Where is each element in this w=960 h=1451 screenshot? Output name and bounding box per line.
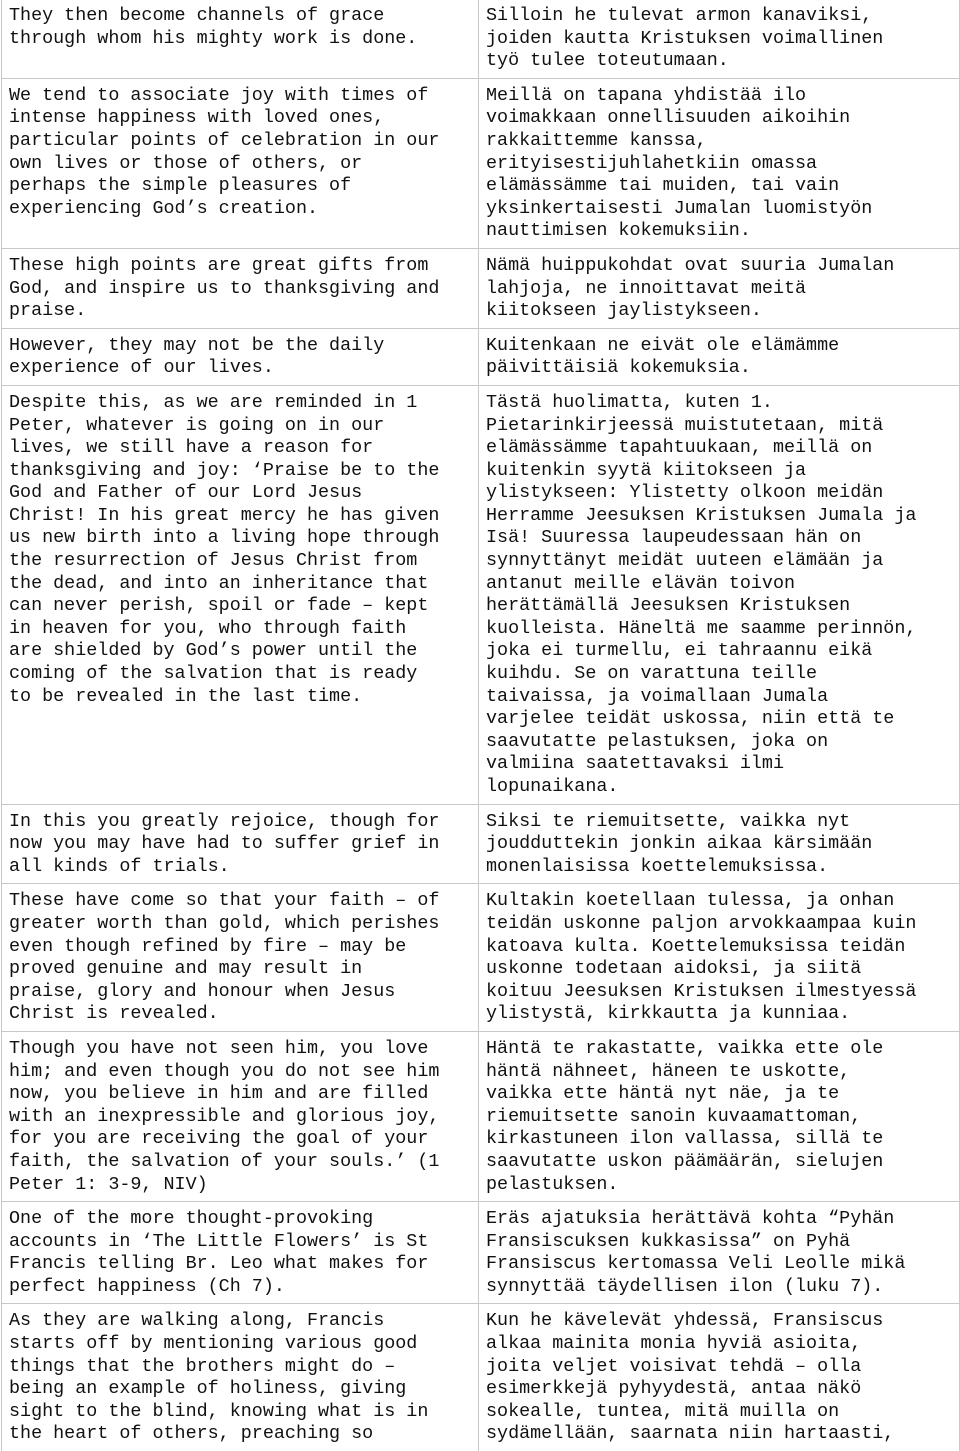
finnish-paragraph: Kuitenkaan ne eivät ole elämämme päivittäisiä kokemuksia. <box>479 328 960 385</box>
finnish-paragraph: Häntä te rakastatte, vaikka ette ole häntä nähneet, häneen te uskotte, vaikka ette häntä nyt näe, ja te riemuitsette sanoin kuvaamattoman, kirkastuneen ilon vallassa, sillä te saavutatte uskon päämäärän, sielujen pelastuksen. <box>479 1031 960 1201</box>
english-paragraph: These high points are great gifts from God, and inspire us to thanksgiving and praise. <box>2 248 479 328</box>
table-row <box>2 78 960 248</box>
english-paragraph: However, they may not be the daily experience of our lives. <box>2 328 479 385</box>
english-paragraph: As they are walking along, Francis starts off by mentioning various good things that the brothers might do – being an example of holiness, giving sight to the blind, knowing what is in the heart of others, preaching so <box>2 1304 479 1451</box>
finnish-paragraph: Meillä on tapana yhdistää ilo voimakkaan onnellisuuden aikoihin rakkaittemme kanssa, erityisestijuhlahetkiin omassa elämässämme tai muiden, tai vain yksinkertaisesti Jumalan luomistyön nauttimisen kokemuksiin. <box>479 78 960 248</box>
table-row <box>2 1031 960 1201</box>
english-paragraph: One of the more thought-provoking accounts in ‘The Little Flowers’ is St Francis telling Br. Leo what makes for perfect happiness (Ch 7). <box>2 1202 479 1304</box>
finnish-paragraph: Eräs ajatuksia herättävä kohta “Pyhän Fransiscuksen kukkasissa” on Pyhä Fransiscus kertomassa Veli Leolle mikä synnyttää täydellisen ilon (luku 7). <box>479 1202 960 1304</box>
table-row <box>2 1202 960 1304</box>
finnish-paragraph: Kultakin koetellaan tulessa, ja onhan teidän uskonne paljon arvokkaampaa kuin katoava kulta. Koettelemuksissa teidän uskonne todetaan aidoksi, ja siitä koituu Jeesuksen Kristuksen ilmestyessä ylistystä, kirkkautta ja kunniaa. <box>479 884 960 1032</box>
finnish-paragraph: Nämä huippukohdat ovat suuria Jumalan lahjoja, ne innoittavat meitä kiitokseen jaylistykseen. <box>479 248 960 328</box>
english-paragraph: Despite this, as we are reminded in 1 Peter, whatever is going on in our lives, we still have a reason for thanksgiving and joy: ‘Praise be to the God and Father of our Lord Jesus Christ! In his great mercy he has given us new birth into a living hope through the resurrection of Jesus Christ from the dead, and into an inheritance that can never perish, spoil or fade – kept in heaven for you, who through faith are shielded by God’s power until the coming of the salvation that is ready to be revealed in the last time. <box>2 385 479 804</box>
table-row <box>2 328 960 385</box>
table-row <box>2 804 960 884</box>
table-row <box>2 0 960 78</box>
english-paragraph: These have come so that your faith – of greater worth than gold, which perishes even though refined by fire – may be proved genuine and may result in praise, glory and honour when Jesus Christ is revealed. <box>2 884 479 1032</box>
table-row <box>2 248 960 328</box>
table-row <box>2 1304 960 1451</box>
english-paragraph: We tend to associate joy with times of intense happiness with loved ones, particular points of celebration in our own lives or those of others, or perhaps the simple pleasures of experiencing God’s creation. <box>2 78 479 248</box>
english-paragraph: In this you greatly rejoice, though for now you may have had to suffer grief in all kinds of trials. <box>2 804 479 884</box>
table-row <box>2 884 960 1032</box>
finnish-paragraph: Siksi te riemuitsette, vaikka nyt joudduttekin jonkin aikaa kärsimään monenlaisissa koettelemuksissa. <box>479 804 960 884</box>
table-row <box>2 385 960 804</box>
finnish-paragraph: Kun he kävelevät yhdessä, Fransiscus alkaa mainita monia hyviä asioita, joita veljet voisivat tehdä – olla esimerkkejä pyhyydestä, antaa näkö sokealle, tuntea, mitä muilla on sydämellään, saarnata niin hartaasti, <box>479 1304 960 1451</box>
english-paragraph: They then become channels of grace through whom his mighty work is done. <box>2 0 479 78</box>
finnish-paragraph: Tästä huolimatta, kuten 1. Pietarinkirjeessä muistutetaan, mitä elämässämme tapahtuukaan, meillä on kuitenkin syytä kiitokseen ja ylistykseen: Ylistetty olkoon meidän Herramme Jeesuksen Kristuksen Jumala ja Isä! Suuressa laupeudessaan hän on synnyttänyt meidät uuteen elämään ja antanut meille elävän toivon herättämällä Jeesuksen Kristuksen kuolleista. Häneltä me saamme perinnön, joka ei turmellu, ei tahraannu eikä kuihdu. Se on varattuna teille taivaissa, ja voimallaan Jumala varjelee teidät uskossa, niin että te saavutatte pelastuksen, joka on valmiina saatettavaksi ilmi lopunaikana. <box>479 385 960 804</box>
finnish-paragraph: Silloin he tulevat armon kanaviksi, joiden kautta Kristuksen voimallinen työ tulee toteutumaan. <box>479 0 960 78</box>
bilingual-text-table <box>1 0 960 1451</box>
english-paragraph: Though you have not seen him, you love him; and even though you do not see him now, you believe in him and are filled with an inexpressible and glorious joy, for you are receiving the goal of your faith, the salvation of your souls.’ (1 Peter 1: 3-9, NIV) <box>2 1031 479 1201</box>
